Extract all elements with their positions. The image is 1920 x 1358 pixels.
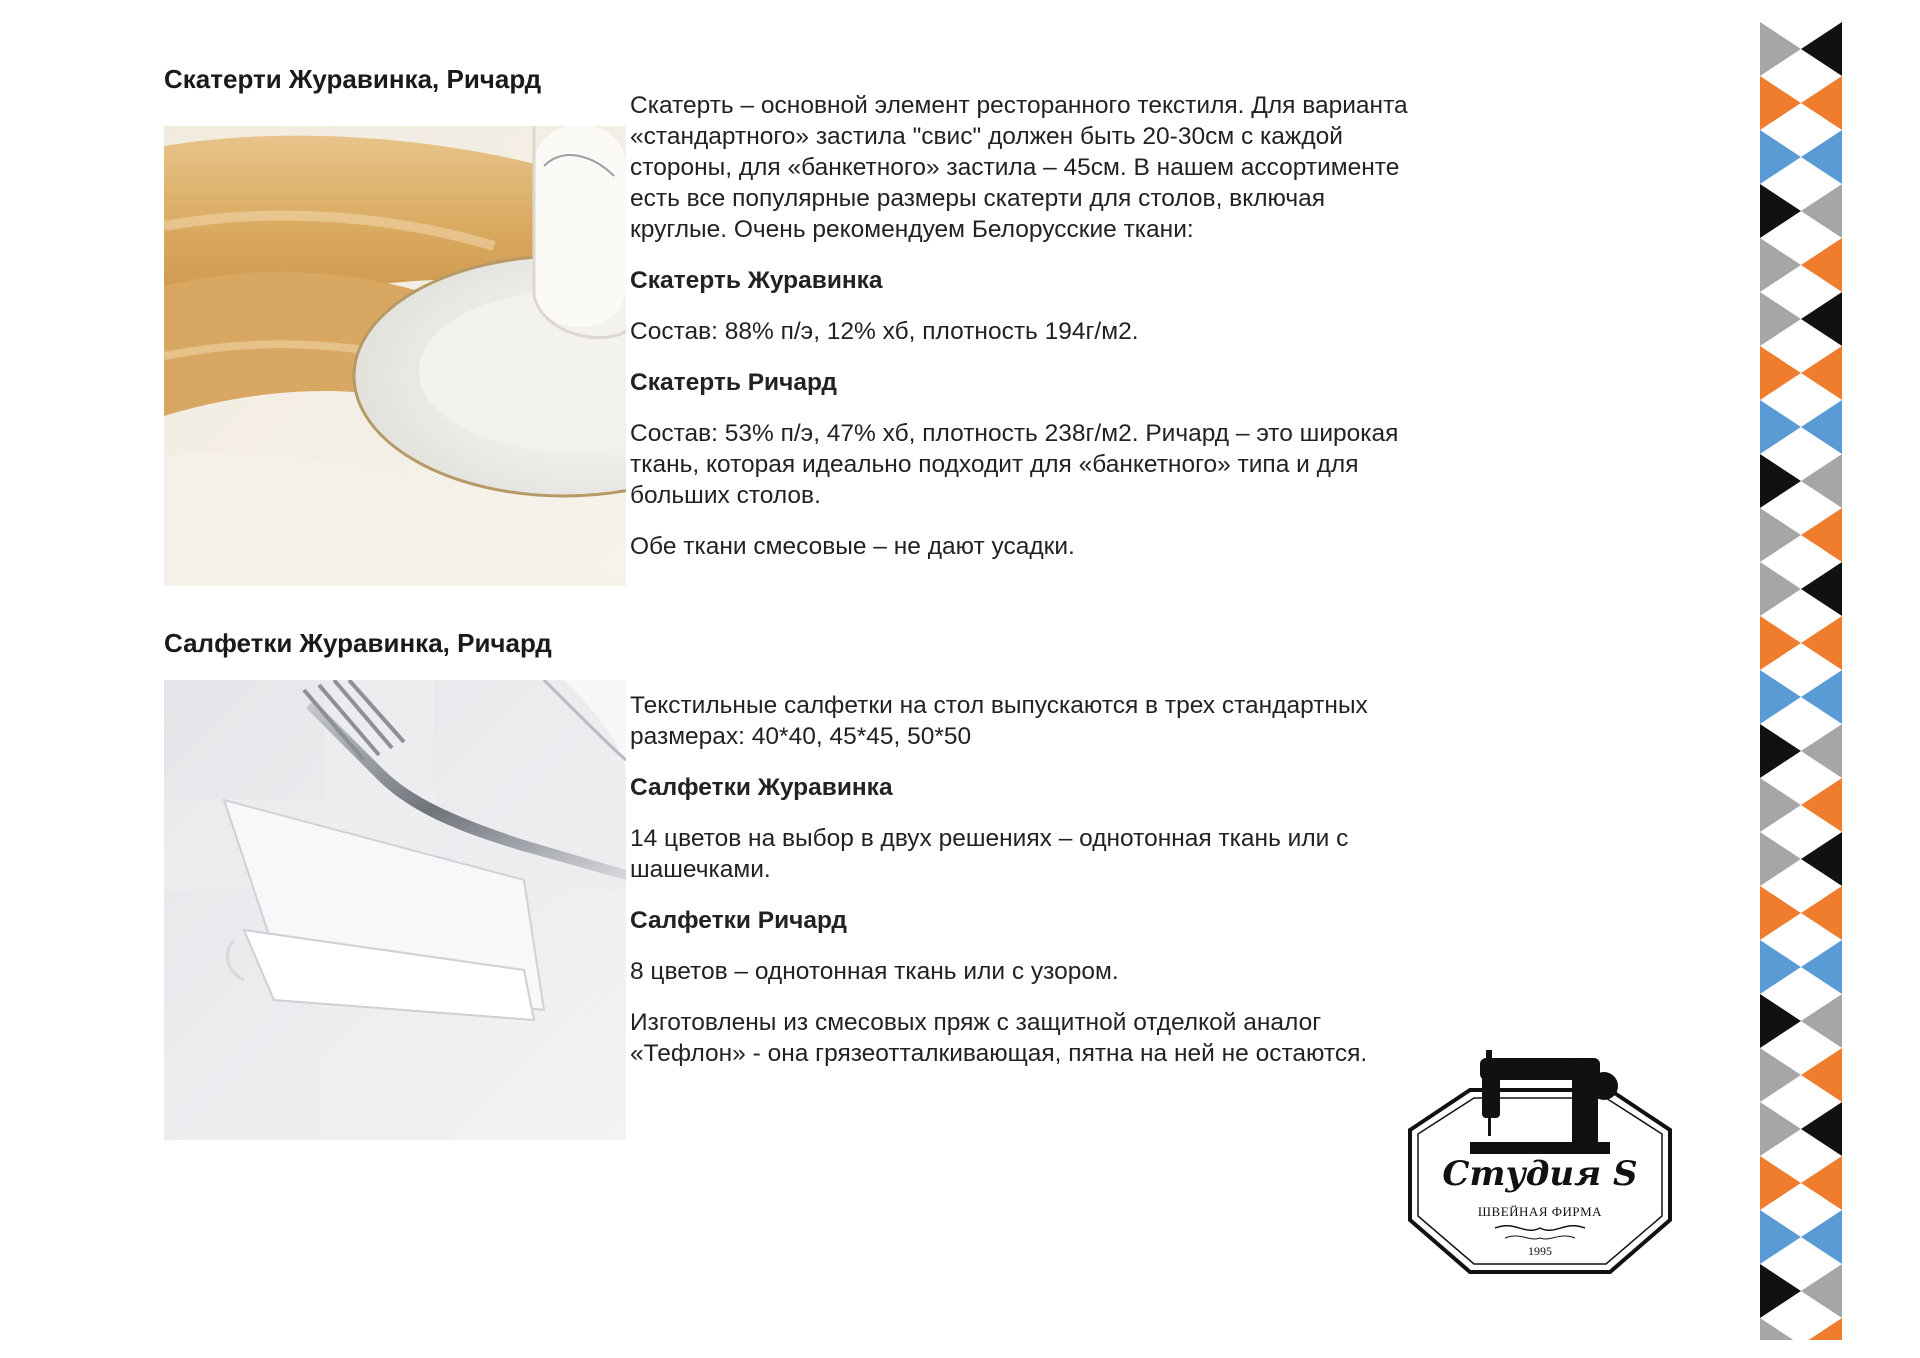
section-heading-napkins: Салфетки Журавинка, Ричард bbox=[164, 628, 552, 658]
tablecloths-note: Обе ткани смесовые – не дают усадки. bbox=[630, 533, 1075, 560]
napkin-zhuravinka-title: Салфетки Журавинка bbox=[630, 774, 893, 801]
tablecloths-intro: Скатерть – основной элемент ресторанного текстиля. Для варианта «стандартного» застила "свис" должен быть 20-30см с каждой стороны, для «банкетного» застила – 45см. В нашем ассортименте есть все популярные размеры скатерти для столов, включая круглые. Очень рекомендуем Белорусские ткани: bbox=[630, 92, 1408, 243]
napkins-intro: Текстильные салфетки на стол выпускаются в трех стандартных размерах: 40*40, 45*45, 50*50 bbox=[630, 692, 1368, 750]
napkins-note: Изготовлены из смесовых пряж с защитной отделкой аналог «Тефлон» - она грязеотталкивающая, пятна на ней не остаются. bbox=[630, 1009, 1368, 1067]
logo-year: 1995 bbox=[1528, 1244, 1552, 1258]
tablecloth-zhuravinka-text: Состав: 88% п/э, 12% хб, плотность 194г/м2. bbox=[630, 318, 1139, 345]
tablecloth-photo bbox=[164, 126, 626, 586]
tablecloth-zhuravinka-title: Скатерть Журавинка bbox=[630, 267, 883, 294]
logo-subtitle: ШВЕЙНАЯ ФИРМА bbox=[1477, 1204, 1603, 1219]
napkins-description bbox=[630, 690, 1410, 1089]
section-heading-tablecloths: Скатерти Журавинка, Ричард bbox=[164, 64, 542, 94]
logo-title: Студия S bbox=[1442, 1154, 1638, 1194]
decorative-triangle-stripe bbox=[1760, 22, 1842, 1340]
napkin-richard-title: Салфетки Ричард bbox=[630, 907, 847, 934]
tablecloth-photo-graphic bbox=[164, 126, 626, 586]
napkin-photo bbox=[164, 680, 626, 1140]
tablecloth-richard-text: Состав: 53% п/э, 47% хб, плотность 238г/м2. Ричард – это широкая ткань, которая идеально подходит для «банкетного» типа и для больших столов. bbox=[630, 420, 1399, 509]
studio-logo bbox=[1400, 1050, 1680, 1280]
napkin-photo-graphic bbox=[164, 680, 626, 1140]
tablecloth-richard-title: Скатерть Ричард bbox=[630, 369, 837, 396]
napkin-zhuravinka-text: 14 цветов на выбор в двух решениях – однотонная ткань или с шашечками. bbox=[630, 825, 1349, 883]
napkin-richard-text: 8 цветов – однотонная ткань или с узором. bbox=[630, 958, 1119, 985]
tablecloths-description bbox=[630, 90, 1410, 582]
